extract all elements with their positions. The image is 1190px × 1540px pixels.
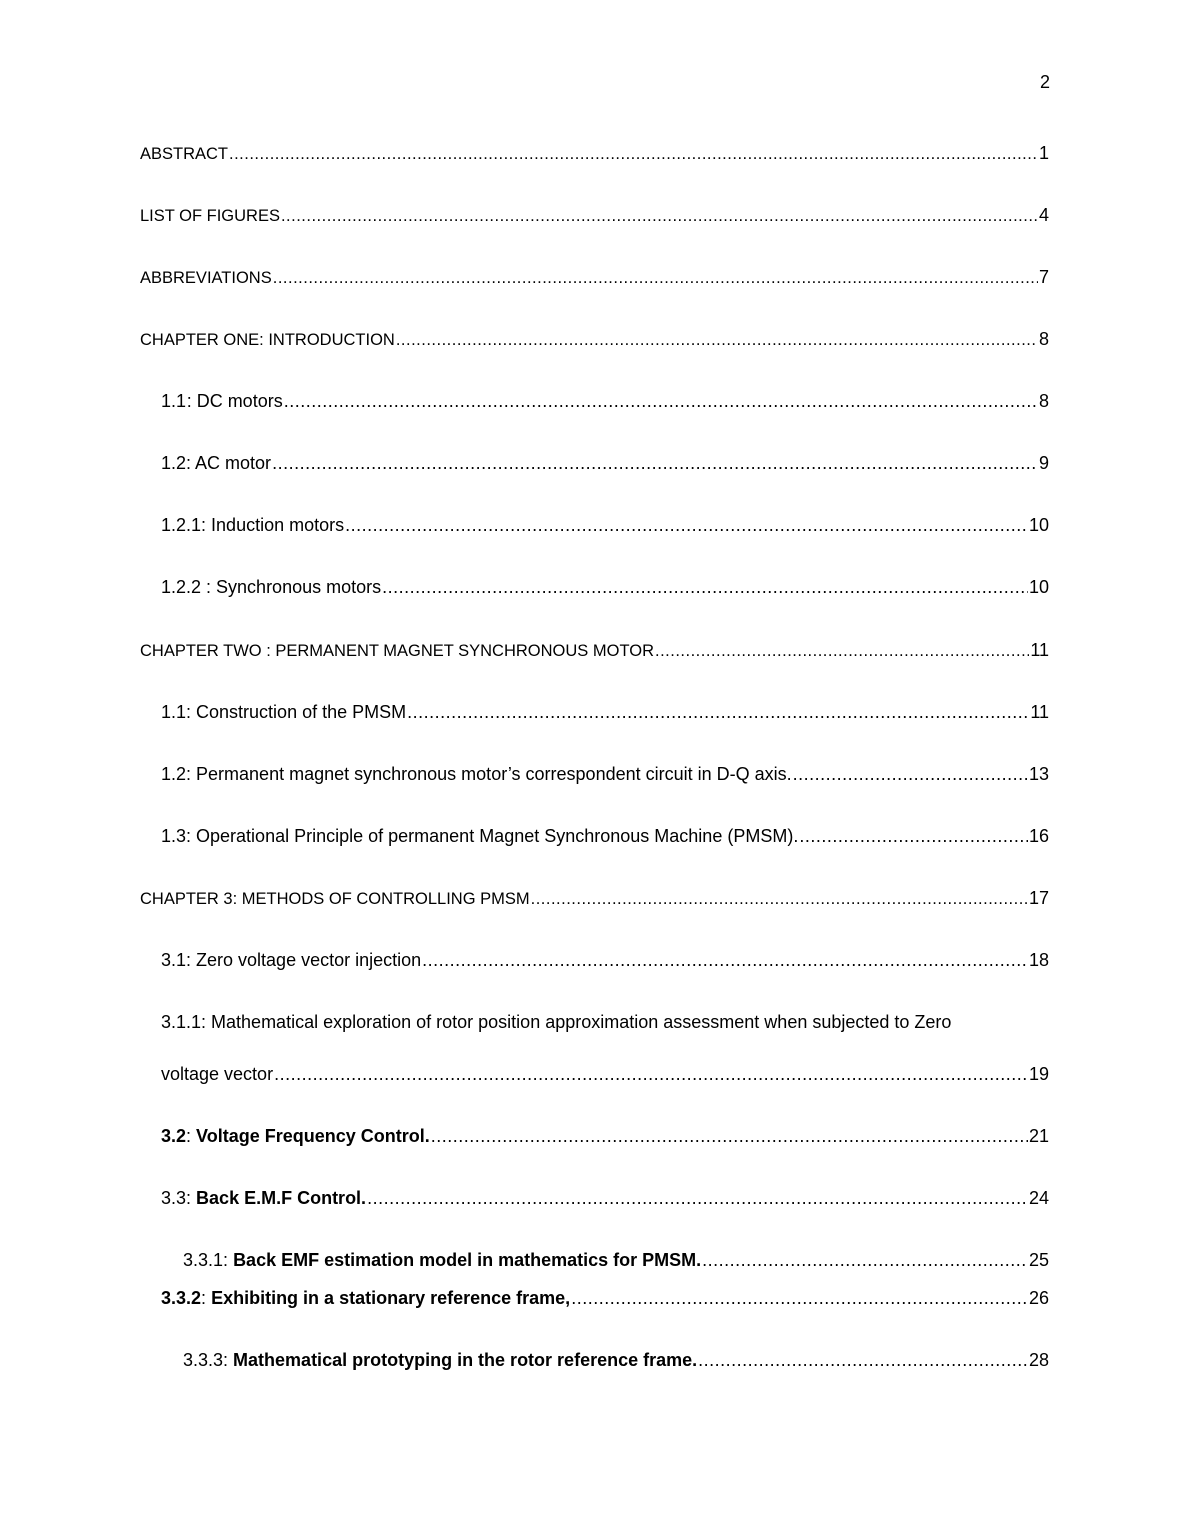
toc-page-number: 10 bbox=[1028, 577, 1049, 597]
dot-leader bbox=[655, 642, 1029, 661]
dot-leader bbox=[273, 269, 1038, 288]
dot-leader bbox=[367, 1188, 1028, 1209]
toc-entry-1-2[interactable] bbox=[161, 453, 1049, 474]
dot-leader bbox=[396, 331, 1038, 350]
toc-section-number: 3.3.3: bbox=[183, 1350, 234, 1370]
toc-entry-prefix: : bbox=[223, 1250, 234, 1270]
toc-entry-text: Exhibiting in a stationary reference frame, bbox=[211, 1288, 571, 1308]
toc-entry-prefix: : bbox=[186, 1188, 197, 1208]
toc-entry-3-3-2[interactable] bbox=[161, 1288, 1049, 1309]
toc-section-number: 3.3.1 bbox=[183, 1250, 224, 1270]
toc-entry-text: voltage vector bbox=[161, 1064, 274, 1084]
toc-entry-2-2[interactable] bbox=[161, 764, 1049, 785]
dot-leader bbox=[345, 515, 1028, 536]
dot-leader bbox=[531, 890, 1028, 909]
dot-leader bbox=[702, 1250, 1028, 1271]
dot-leader bbox=[382, 577, 1028, 598]
toc-entry-abstract[interactable] bbox=[140, 143, 1049, 164]
toc-entry-3-2[interactable] bbox=[161, 1126, 1049, 1147]
dot-leader bbox=[799, 826, 1028, 847]
toc-entry-text: LIST OF FIGURES bbox=[140, 207, 280, 225]
toc-section-number: 3.3.2 bbox=[161, 1288, 202, 1308]
page-number: 2 bbox=[1039, 72, 1050, 92]
toc-section-number: 1.2.1 bbox=[161, 515, 202, 535]
toc-page-number: 8 bbox=[1038, 329, 1049, 349]
toc-entry-text: Mathematical prototyping in the rotor reference frame. bbox=[233, 1350, 698, 1370]
toc-entry-prefix: : bbox=[201, 1288, 212, 1308]
toc-page-number: 16 bbox=[1028, 826, 1049, 846]
toc-section-number: 1.3 bbox=[161, 826, 187, 846]
toc-entry-1-2-1[interactable] bbox=[161, 515, 1049, 536]
toc-section-number: 3.3 bbox=[161, 1188, 187, 1208]
toc-entry-text: 3.1: Zero voltage vector injection bbox=[161, 950, 422, 970]
toc-entry-text: : DC motors bbox=[186, 391, 283, 411]
toc-page-number: 10 bbox=[1028, 515, 1049, 535]
dot-leader bbox=[272, 453, 1038, 474]
toc-section-number: 1.2 bbox=[161, 764, 187, 784]
dot-leader bbox=[698, 1350, 1028, 1371]
toc-entry-1-1[interactable] bbox=[161, 391, 1049, 412]
toc-section-number: 1.1 bbox=[161, 391, 187, 411]
toc-entry-3-3-3[interactable] bbox=[183, 1350, 1049, 1371]
dot-leader bbox=[431, 1126, 1028, 1147]
toc-page-number: 8 bbox=[1038, 391, 1049, 411]
toc-page-number: 26 bbox=[1028, 1288, 1049, 1308]
toc-entry-2-1[interactable] bbox=[161, 702, 1049, 723]
dot-leader bbox=[274, 1064, 1028, 1085]
toc-entry-chapter-two[interactable] bbox=[140, 640, 1049, 661]
toc-page-number: 11 bbox=[1030, 702, 1049, 722]
toc-entry-text: Back E.M.F Control. bbox=[196, 1188, 367, 1208]
toc-entry-text: : Permanent magnet synchronous motor’s correspondent circuit in D-Q axis. bbox=[186, 764, 792, 784]
toc-entry-1-2-2[interactable] bbox=[161, 577, 1049, 598]
toc-page-number: 4 bbox=[1038, 205, 1049, 225]
toc-page-number: 24 bbox=[1028, 1188, 1049, 1208]
toc-entry-text: 1.2.2 : Synchronous motors bbox=[161, 577, 382, 597]
toc-entry-text: CHAPTER TWO : PERMANENT MAGNET SYNCHRONOUS MOTOR bbox=[140, 642, 654, 660]
toc-page-number: 18 bbox=[1028, 950, 1049, 970]
toc-entry-3-1-1-line1[interactable]: 3.1.1: Mathematical exploration of rotor position approximation assessment when subjected to Zero bbox=[161, 1012, 952, 1032]
dot-leader bbox=[407, 702, 1029, 723]
toc-entry-2-3[interactable] bbox=[161, 826, 1049, 847]
toc-entry-chapter-three[interactable] bbox=[140, 888, 1049, 909]
toc-entry-text: ABBREVIATIONS bbox=[140, 269, 272, 287]
toc-entry-text: ABSTRACT bbox=[140, 145, 229, 163]
toc-page-number: 19 bbox=[1028, 1064, 1049, 1084]
toc-page-number: 13 bbox=[1028, 764, 1049, 784]
toc-entry-text: CHAPTER 3: METHODS OF CONTROLLING PMSM bbox=[140, 890, 530, 908]
toc-section-number: 3.2 bbox=[161, 1126, 187, 1146]
toc-entry-text: Voltage Frequency Control. bbox=[196, 1126, 430, 1146]
toc-page-number: 25 bbox=[1028, 1250, 1049, 1270]
toc-entry-3-1[interactable] bbox=[161, 950, 1049, 971]
toc-entry-text: CHAPTER ONE: INTRODUCTION bbox=[140, 331, 395, 349]
toc-page-number: 11 bbox=[1030, 640, 1049, 660]
toc-page-number: 17 bbox=[1028, 888, 1049, 908]
dot-leader bbox=[229, 145, 1038, 164]
dot-leader bbox=[571, 1288, 1028, 1309]
toc-entry-3-3[interactable] bbox=[161, 1188, 1049, 1209]
toc-entry-text: : Operational Principle of permanent Magnet Synchronous Machine (PMSM). bbox=[186, 826, 799, 846]
toc-entry-3-3-1[interactable] bbox=[183, 1250, 1049, 1271]
toc-page-number: 21 bbox=[1028, 1126, 1049, 1146]
toc-entry-text: : Construction of the PMSM bbox=[186, 702, 407, 722]
toc-entry-chapter-one[interactable] bbox=[140, 329, 1049, 350]
toc-entry-abbreviations[interactable] bbox=[140, 267, 1049, 288]
dot-leader bbox=[422, 950, 1028, 971]
toc-section-number: 1.1 bbox=[161, 702, 187, 722]
toc-entry-text: 1.2: AC motor bbox=[161, 453, 272, 473]
toc-page-number: 7 bbox=[1038, 267, 1049, 287]
dot-leader bbox=[281, 207, 1038, 226]
dot-leader bbox=[793, 764, 1028, 785]
table-of-contents bbox=[140, 0, 1049, 1540]
toc-entry-list-of-figures[interactable] bbox=[140, 205, 1049, 226]
toc-page-number: 9 bbox=[1038, 453, 1049, 473]
toc-entry-text: Back EMF estimation model in mathematics for PMSM. bbox=[233, 1250, 702, 1270]
toc-entry-prefix: : bbox=[186, 1126, 197, 1146]
toc-entry-text: : Induction motors bbox=[201, 515, 345, 535]
toc-entry-3-1-1[interactable] bbox=[161, 1064, 1049, 1085]
toc-page-number: 1 bbox=[1038, 143, 1049, 163]
dot-leader bbox=[284, 391, 1038, 412]
toc-page-number: 28 bbox=[1028, 1350, 1049, 1370]
